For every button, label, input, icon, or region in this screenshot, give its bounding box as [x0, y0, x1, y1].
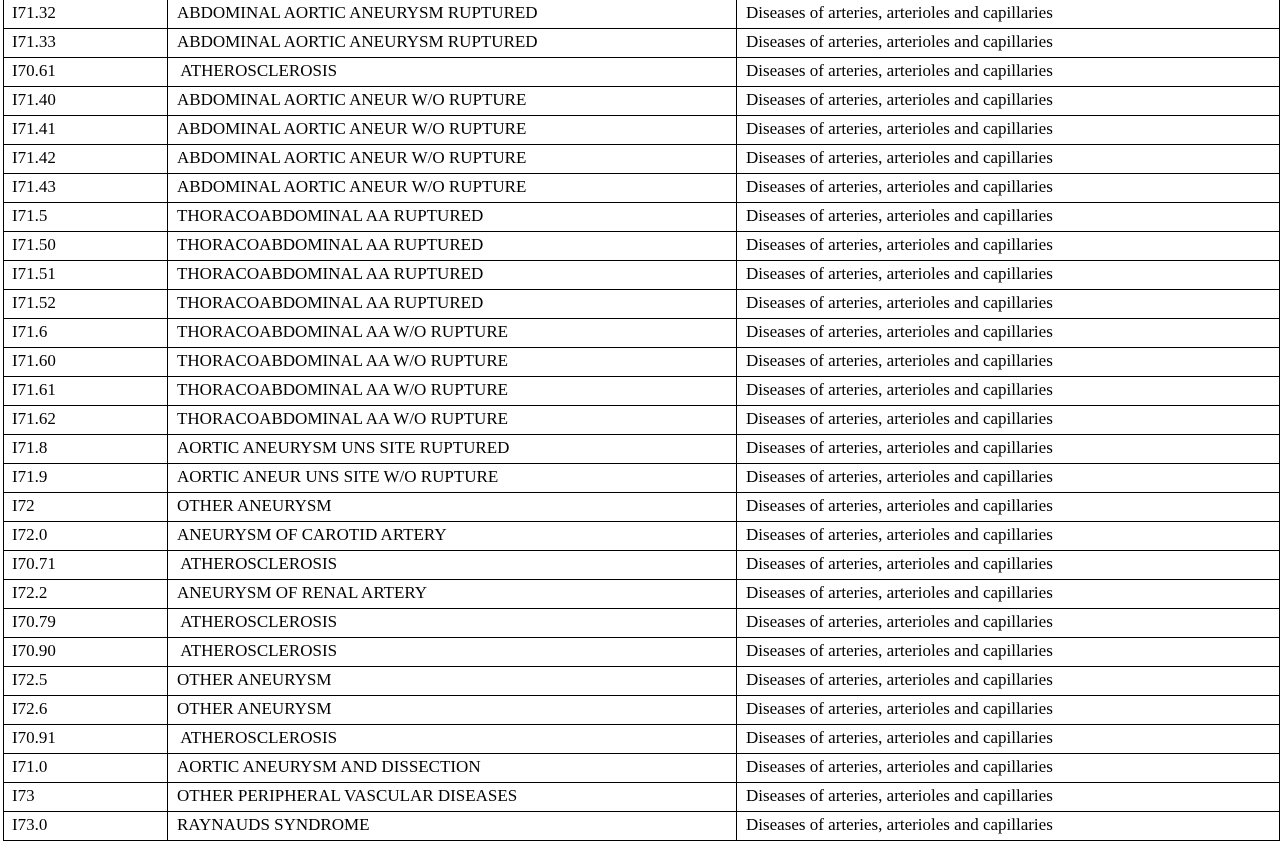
category-cell: Diseases of arteries, arterioles and capillaries: [737, 0, 1280, 29]
description-cell: ABDOMINAL AORTIC ANEURYSM RUPTURED: [168, 0, 737, 29]
description-cell: OTHER ANEURYSM: [168, 667, 737, 696]
description-cell: ABDOMINAL AORTIC ANEUR W/O RUPTURE: [168, 145, 737, 174]
code-cell: I72.5: [4, 667, 168, 696]
table-row: [4, 522, 1280, 551]
description-cell: OTHER ANEURYSM: [168, 696, 737, 725]
category-cell: Diseases of arteries, arterioles and capillaries: [737, 783, 1280, 812]
code-cell: I71.6: [4, 319, 168, 348]
category-cell: Diseases of arteries, arterioles and capillaries: [737, 638, 1280, 667]
category-cell: Diseases of arteries, arterioles and capillaries: [737, 493, 1280, 522]
code-cell: I70.71: [4, 551, 168, 580]
category-cell: Diseases of arteries, arterioles and capillaries: [737, 609, 1280, 638]
description-cell: THORACOABDOMINAL AA W/O RUPTURE: [168, 377, 737, 406]
description-cell: ATHEROSCLEROSIS: [168, 551, 737, 580]
code-cell: I71.32: [4, 0, 168, 29]
code-cell: I71.51: [4, 261, 168, 290]
description-cell: ABDOMINAL AORTIC ANEUR W/O RUPTURE: [168, 174, 737, 203]
category-cell: Diseases of arteries, arterioles and capillaries: [737, 29, 1280, 58]
table-row: [4, 464, 1280, 493]
table-row: [4, 348, 1280, 377]
category-cell: Diseases of arteries, arterioles and capillaries: [737, 696, 1280, 725]
description-cell: AORTIC ANEURYSM AND DISSECTION: [168, 754, 737, 783]
table-row: [4, 493, 1280, 522]
table-row: [4, 116, 1280, 145]
description-cell: THORACOABDOMINAL AA RUPTURED: [168, 232, 737, 261]
code-cell: I70.91: [4, 725, 168, 754]
table-row: [4, 754, 1280, 783]
category-cell: Diseases of arteries, arterioles and capillaries: [737, 348, 1280, 377]
description-cell: OTHER PERIPHERAL VASCULAR DISEASES: [168, 783, 737, 812]
category-cell: Diseases of arteries, arterioles and capillaries: [737, 203, 1280, 232]
code-cell: I71.9: [4, 464, 168, 493]
code-cell: I70.79: [4, 609, 168, 638]
table-row: [4, 377, 1280, 406]
category-cell: Diseases of arteries, arterioles and capillaries: [737, 87, 1280, 116]
table-row: [4, 638, 1280, 667]
table-row: [4, 0, 1280, 29]
code-cell: I71.33: [4, 29, 168, 58]
description-cell: THORACOABDOMINAL AA RUPTURED: [168, 261, 737, 290]
description-cell: AORTIC ANEURYSM UNS SITE RUPTURED: [168, 435, 737, 464]
table-row: [4, 406, 1280, 435]
description-cell: ABDOMINAL AORTIC ANEURYSM RUPTURED: [168, 29, 737, 58]
code-cell: I71.40: [4, 87, 168, 116]
code-cell: I72.2: [4, 580, 168, 609]
category-cell: Diseases of arteries, arterioles and capillaries: [737, 290, 1280, 319]
description-cell: THORACOABDOMINAL AA W/O RUPTURE: [168, 406, 737, 435]
table-row: [4, 174, 1280, 203]
description-cell: ABDOMINAL AORTIC ANEUR W/O RUPTURE: [168, 87, 737, 116]
description-cell: OTHER ANEURYSM: [168, 493, 737, 522]
category-cell: Diseases of arteries, arterioles and capillaries: [737, 174, 1280, 203]
description-cell: ANEURYSM OF CAROTID ARTERY: [168, 522, 737, 551]
description-cell: AORTIC ANEUR UNS SITE W/O RUPTURE: [168, 464, 737, 493]
table-row: [4, 261, 1280, 290]
code-cell: I70.61: [4, 58, 168, 87]
table-row: [4, 551, 1280, 580]
code-cell: I71.60: [4, 348, 168, 377]
description-cell: ATHEROSCLEROSIS: [168, 725, 737, 754]
category-cell: Diseases of arteries, arterioles and capillaries: [737, 754, 1280, 783]
category-cell: Diseases of arteries, arterioles and capillaries: [737, 406, 1280, 435]
description-cell: ATHEROSCLEROSIS: [168, 58, 737, 87]
code-cell: I71.61: [4, 377, 168, 406]
category-cell: Diseases of arteries, arterioles and capillaries: [737, 464, 1280, 493]
code-cell: I72.0: [4, 522, 168, 551]
table-row: [4, 29, 1280, 58]
code-cell: I71.62: [4, 406, 168, 435]
description-cell: ATHEROSCLEROSIS: [168, 638, 737, 667]
category-cell: Diseases of arteries, arterioles and capillaries: [737, 435, 1280, 464]
category-cell: Diseases of arteries, arterioles and capillaries: [737, 116, 1280, 145]
code-cell: I72.6: [4, 696, 168, 725]
table-row: [4, 696, 1280, 725]
table-row: [4, 783, 1280, 812]
category-cell: Diseases of arteries, arterioles and capillaries: [737, 232, 1280, 261]
code-cell: I71.5: [4, 203, 168, 232]
description-cell: ANEURYSM OF RENAL ARTERY: [168, 580, 737, 609]
table-row: [4, 667, 1280, 696]
category-cell: Diseases of arteries, arterioles and capillaries: [737, 145, 1280, 174]
description-cell: THORACOABDOMINAL AA RUPTURED: [168, 290, 737, 319]
code-cell: I71.50: [4, 232, 168, 261]
code-cell: I70.90: [4, 638, 168, 667]
description-cell: THORACOABDOMINAL AA W/O RUPTURE: [168, 348, 737, 377]
table-row: [4, 725, 1280, 754]
category-cell: Diseases of arteries, arterioles and capillaries: [737, 725, 1280, 754]
category-cell: Diseases of arteries, arterioles and capillaries: [737, 551, 1280, 580]
code-cell: I71.43: [4, 174, 168, 203]
table-row: [4, 812, 1280, 841]
table-body: [4, 0, 1280, 841]
code-cell: I71.42: [4, 145, 168, 174]
category-cell: Diseases of arteries, arterioles and capillaries: [737, 58, 1280, 87]
description-cell: ATHEROSCLEROSIS: [168, 609, 737, 638]
description-cell: THORACOABDOMINAL AA W/O RUPTURE: [168, 319, 737, 348]
category-cell: Diseases of arteries, arterioles and capillaries: [737, 667, 1280, 696]
category-cell: Diseases of arteries, arterioles and capillaries: [737, 812, 1280, 841]
category-cell: Diseases of arteries, arterioles and capillaries: [737, 580, 1280, 609]
table-row: [4, 232, 1280, 261]
code-cell: I71.8: [4, 435, 168, 464]
table-row: [4, 319, 1280, 348]
category-cell: Diseases of arteries, arterioles and capillaries: [737, 261, 1280, 290]
table-row: [4, 203, 1280, 232]
code-cell: I73: [4, 783, 168, 812]
table-row: [4, 145, 1280, 174]
category-cell: Diseases of arteries, arterioles and capillaries: [737, 377, 1280, 406]
category-cell: Diseases of arteries, arterioles and capillaries: [737, 522, 1280, 551]
table-row: [4, 87, 1280, 116]
category-cell: Diseases of arteries, arterioles and capillaries: [737, 319, 1280, 348]
table-row: [4, 58, 1280, 87]
code-cell: I71.41: [4, 116, 168, 145]
description-cell: RAYNAUDS SYNDROME: [168, 812, 737, 841]
table-row: [4, 580, 1280, 609]
table-row: [4, 609, 1280, 638]
table-row: [4, 435, 1280, 464]
icd-code-table: [3, 0, 1280, 841]
description-cell: THORACOABDOMINAL AA RUPTURED: [168, 203, 737, 232]
code-cell: I72: [4, 493, 168, 522]
code-cell: I71.52: [4, 290, 168, 319]
description-cell: ABDOMINAL AORTIC ANEUR W/O RUPTURE: [168, 116, 737, 145]
code-cell: I71.0: [4, 754, 168, 783]
table-row: [4, 290, 1280, 319]
code-cell: I73.0: [4, 812, 168, 841]
